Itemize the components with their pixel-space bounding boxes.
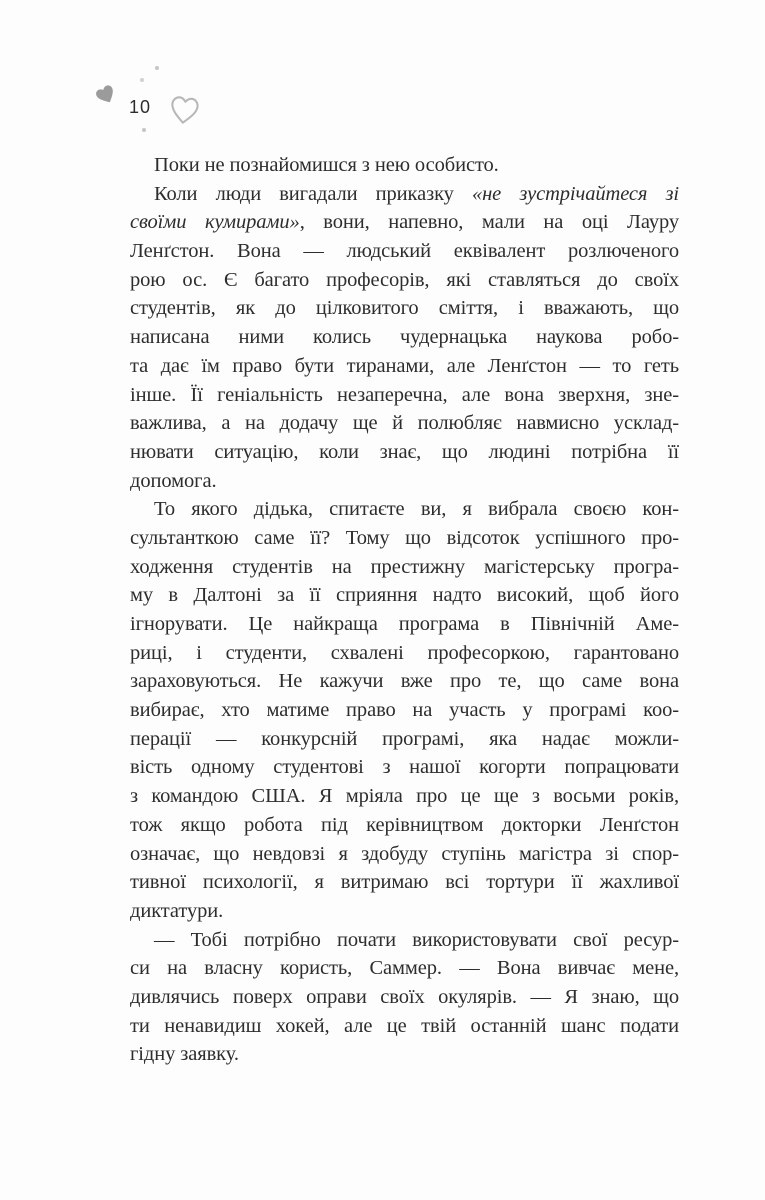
text-segment: дивлячись поверх оправи своїх окулярів. — Я знаю, що (130, 985, 679, 1008)
text-segment: му в Далтоні за її сприяння надто високий, щоб його (130, 584, 679, 607)
text-line (130, 208, 679, 237)
paragraph (130, 926, 679, 1069)
text-line (130, 323, 679, 352)
text-segment: Поки не познайомишся з нею особисто. (154, 154, 499, 176)
text-line (130, 294, 679, 323)
text-line (130, 983, 679, 1012)
text-line (130, 610, 679, 639)
text-line (130, 954, 679, 983)
text-segment: важлива, а на додачу ще й полюбляє навмисно усклад- (130, 412, 679, 435)
text-line (130, 811, 679, 840)
filled-heart-icon (91, 80, 121, 110)
page-header (0, 0, 765, 150)
text-segment: ходження студентів на престижну магістерську програ- (130, 555, 679, 578)
text-segment: , вони, напевно, мали на оці Лауру (299, 211, 680, 234)
text-line (130, 840, 679, 869)
text-line (130, 753, 679, 782)
text-segment: тивної психології, я витримаю всі тортури її жахливої (130, 871, 679, 894)
text-segment: вибирає, хто матиме право на участь у програмі коо- (130, 699, 679, 722)
text-line (130, 553, 679, 582)
text-segment: — Тобі потрібно почати використовувати свої ресур- (154, 928, 679, 951)
text-segment: риці, і студенти, схвалені професоркою, гарантовано (130, 641, 679, 664)
text-segment: зараховуються. Не кажучи вже про те, що саме вона (130, 670, 679, 693)
page-text (130, 151, 679, 1069)
text-segment: гідну заявку. (130, 1043, 239, 1066)
text-segment: перації — конкурсній програмі, яка надає можли- (130, 727, 679, 750)
text-line (130, 897, 679, 926)
text-segment: написана ними колись чудернацька наукова робо- (130, 326, 679, 349)
text-line (130, 467, 679, 496)
text-line (130, 524, 679, 553)
text-line (130, 237, 679, 266)
text-segment: рою ос. Є багато професорів, які ставляться до своїх (130, 268, 679, 291)
text-line (130, 725, 679, 754)
text-segment: То якого дідька, спитаєте ви, я вибрала своєю кон- (154, 498, 679, 521)
text-segment: допомога. (130, 469, 217, 492)
page-number: 10 (129, 97, 152, 117)
italic-text-segment: своїми кумирами» (130, 211, 300, 234)
text-segment: вість одному студентові з нашої когорти попрацювати (130, 756, 679, 779)
text-segment: Ленґстон. Вона — людський еквівалент розлюченого (130, 240, 679, 263)
paragraph (130, 151, 679, 180)
text-segment: сультанткою саме її? Тому що відсоток успішного про- (130, 526, 679, 549)
text-line (130, 639, 679, 668)
text-line (130, 782, 679, 811)
text-segment: диктатури. (130, 899, 224, 922)
text-line (130, 1012, 679, 1041)
text-segment: студентів, як до цілковитого сміття, і вважають, що (130, 297, 679, 320)
text-line (130, 438, 679, 467)
text-line (130, 266, 679, 295)
text-segment: ігнорувати. Це найкраща програма в Північній Аме- (130, 613, 679, 635)
decorative-dot (155, 66, 159, 70)
text-segment: означає, що невдовзі я здобуду ступінь магістра зі спор- (130, 842, 679, 865)
text-segment: Коли люди вигадали приказку (154, 182, 472, 205)
text-line (130, 495, 679, 524)
italic-text-segment: «не зустрічайтеся зі (471, 182, 680, 205)
text-line (130, 381, 679, 410)
text-line (130, 926, 679, 955)
text-line (130, 667, 679, 696)
text-line (130, 409, 679, 438)
text-segment: з командою США. Я мріяла про це ще з восьми років, (130, 785, 679, 808)
text-line (130, 151, 679, 180)
text-segment: ти ненавидиш хокей, але це твій останній шанс подати (130, 1014, 679, 1037)
text-segment: нювати ситуацію, коли знає, що людині потрібна її (130, 440, 679, 463)
text-segment: інше. Її геніальність незаперечна, але вона зверхня, зне- (130, 383, 679, 406)
decorative-dot (142, 128, 146, 132)
outline-heart-icon (166, 88, 203, 130)
text-segment: тож якщо робота під керівництвом докторки Ленґстон (130, 813, 679, 836)
text-segment: си на власну користь, Саммер. — Вона вивчає мене, (130, 957, 679, 980)
text-line (130, 1040, 679, 1069)
decorative-dot (140, 78, 144, 82)
paragraph (130, 495, 679, 925)
text-line (130, 868, 679, 897)
paragraph (130, 180, 679, 496)
text-line (130, 352, 679, 381)
text-segment: та дає їм право бути тиранами, але Ленґстон — то геть (130, 354, 679, 377)
text-line (130, 696, 679, 725)
text-line (130, 180, 679, 209)
text-line (130, 581, 679, 610)
